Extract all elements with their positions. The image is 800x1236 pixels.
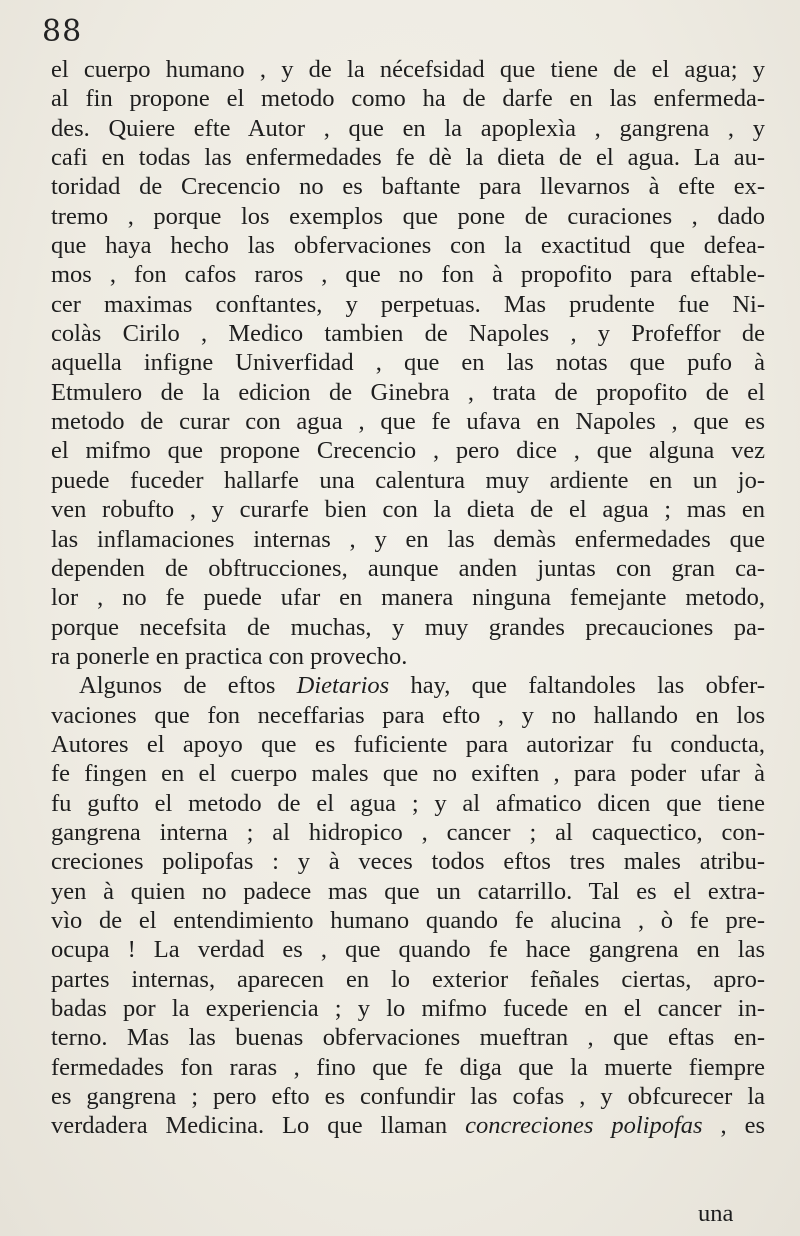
- text-line: toridad de Crecencio no es baftante para llevarnos à efte ex-: [51, 173, 765, 201]
- text-line: vaciones que fon neceffarias para efto , y no hallando en los: [51, 701, 765, 729]
- text-line: Autores el apoyo que es fuficiente para autorizar fu conducta,: [51, 730, 765, 758]
- text-line: aquella infigne Univerfidad , que en las notas que pufo à: [51, 349, 765, 377]
- text-line: el cuerpo humano , y de la nécefsidad que tiene de el agua; y: [51, 56, 765, 83]
- page-number: 88: [42, 14, 83, 49]
- italic-term: Dietarios: [296, 672, 390, 700]
- text-line: gangrena interna ; al hidropico , cancer ; al caquectico, con-: [51, 818, 765, 846]
- text-line: badas por la experiencia ; y lo mifmo fucede en el cancer in-: [51, 995, 765, 1022]
- text-line: ven robufto , y curarfe bien con la dieta de el agua ; mas en: [51, 496, 765, 524]
- text-line: las inflamaciones internas , y en las demàs enfermedades que: [51, 525, 765, 553]
- text-line: metodo de curar con agua , que fe ufava en Napoles , que es: [51, 408, 765, 436]
- text-line: verdadera Medicina. Lo que llaman concreciones polipofas , es: [51, 1112, 765, 1140]
- text-line: lor , no fe puede ufar en manera ninguna femejante metodo,: [51, 584, 765, 612]
- text-line: puede fuceder hallarfe una calentura muy ardiente en un jo-: [51, 466, 765, 494]
- text-line: al fin propone el metodo como ha de darfe en las enfermeda-: [51, 85, 765, 113]
- italic-term: concreciones polipofas: [465, 1112, 703, 1140]
- text-line: colàs Cirilo , Medico tambien de Napoles , y Profeffor de: [51, 320, 765, 348]
- text-line: es gangrena ; pero efto es confundir las cofas , y obfcurecer la: [51, 1083, 765, 1111]
- text-line: que haya hecho las obfervaciones con la exactitud que defea-: [51, 232, 765, 260]
- text-line: ocupa ! La verdad es , que quando fe hace gangrena en las: [51, 936, 765, 964]
- body-text: [51, 55, 765, 1141]
- text-line: des. Quiere efte Autor , que en la apoplexìa , gangrena , y: [51, 114, 765, 142]
- text-line: fermedades fon raras , fino que fe diga que la muerte fiempre: [51, 1053, 765, 1081]
- text-line: terno. Mas las buenas obfervaciones mueftran , que eftas en-: [51, 1024, 765, 1052]
- text-line: cer maximas conftantes, y perpetuas. Mas prudente fue Ni-: [51, 290, 765, 318]
- text-line: cafi en todas las enfermedades fe dè la dieta de el agua. La au-: [51, 144, 765, 172]
- text-line: dependen de obftrucciones, aunque anden juntas con gran ca-: [51, 554, 765, 582]
- text-line: el mifmo que propone Crecencio , pero dice , que alguna vez: [51, 437, 765, 465]
- text-line: Algunos de eftos Dietarios hay, que faltandoles las obfer-: [79, 672, 765, 700]
- text-line: tremo , porque los exemplos que pone de curaciones , dado: [51, 202, 765, 230]
- text-line: partes internas, aparecen en lo exterior feñales ciertas, apro-: [51, 965, 765, 993]
- text-line: porque necefsita de muchas, y muy grandes precauciones pa-: [51, 613, 765, 641]
- text-line: creciones polipofas : y à veces todos eftos tres males atribu-: [51, 848, 765, 876]
- text-line: fe fingen en el cuerpo males que no exiften , para poder ufar à: [51, 760, 765, 788]
- text-line: ra ponerle en practica con provecho.: [51, 642, 408, 670]
- text-line: mos , fon cafos raros , que no fon à propofito para eftable-: [51, 261, 765, 289]
- catchword: una: [698, 1200, 734, 1227]
- text-line: fu gufto el metodo de el agua ; y al afmatico dicen que tiene: [51, 789, 765, 817]
- text-line: vìo de el entendimiento humano quando fe alucina , ò fe pre-: [51, 906, 765, 934]
- text-line: Etmulero de la edicion de Ginebra , trata de propofito de el: [51, 378, 765, 406]
- text-line: yen à quien no padece mas que un catarrillo. Tal es el extra-: [51, 877, 765, 905]
